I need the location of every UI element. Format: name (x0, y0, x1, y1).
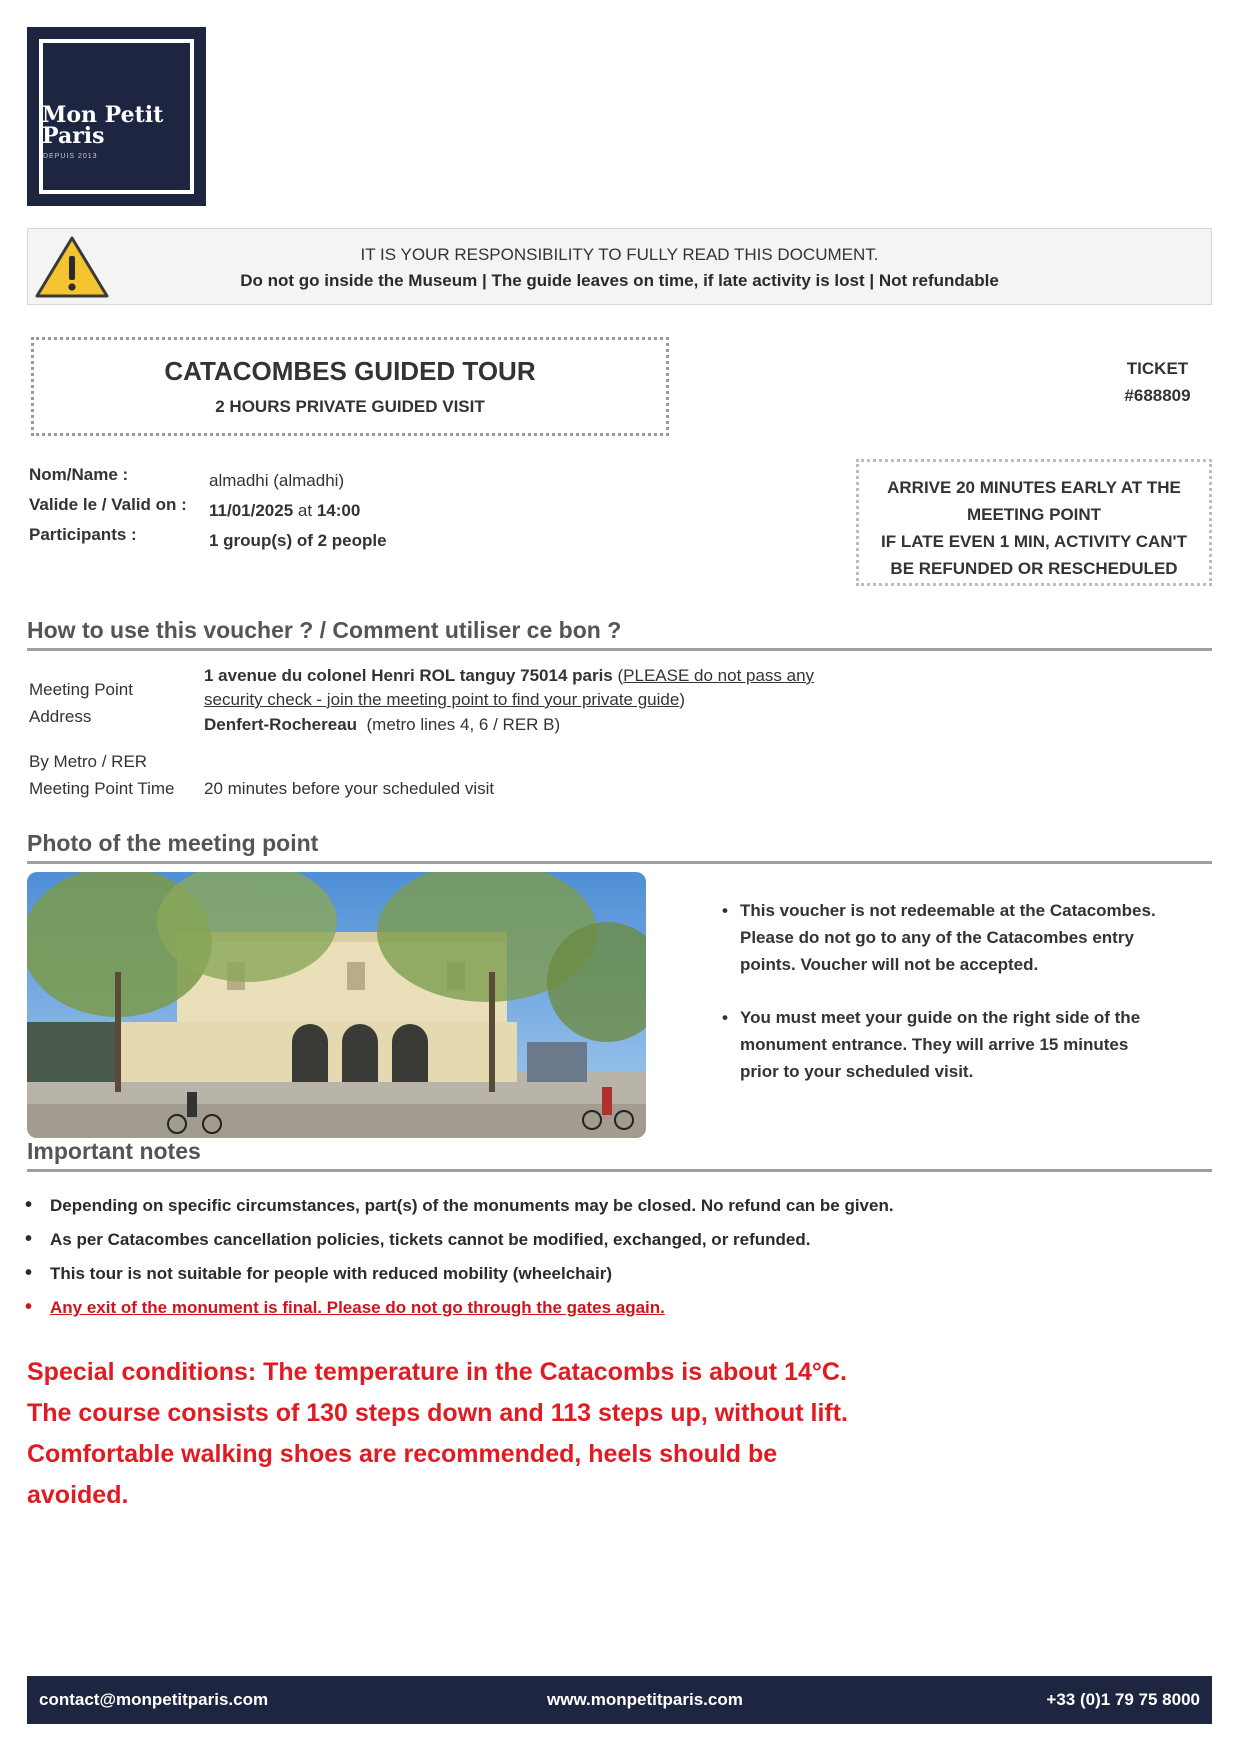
meeting-point-photo (27, 872, 646, 1138)
tour-subtitle: 2 HOURS PRIVATE GUIDED VISIT (215, 397, 485, 416)
address-note-2: security check - join the meeting point to find your private guide (204, 690, 680, 709)
special-conditions (27, 1352, 907, 1516)
side-note-1-line-3: points. Voucher will not be accepted. (740, 955, 1039, 974)
ticket-number-block (1100, 355, 1215, 409)
footer-website-link[interactable]: www.monpetitparis.com (547, 1690, 743, 1709)
warning-banner (27, 228, 1212, 305)
name-value: almadhi (almadhi) (209, 471, 345, 490)
important-note-2: As per Catacombes cancellation policies, tickets cannot be modified, exchanged, or refunded. (50, 1230, 811, 1249)
footer-email-link[interactable]: contact@monpetitparis.com (39, 1690, 269, 1709)
arrive-line-1: ARRIVE 20 MINUTES EARLY AT THE (887, 478, 1181, 497)
address-close-paren: ) (679, 690, 685, 709)
bullet: • (25, 1194, 33, 1216)
how-to-section-title: How to use this voucher ? / Comment utiliser ce bon ? (27, 617, 1212, 651)
logo-brand-line2: Paris (42, 123, 105, 149)
special-line-1: Special conditions: The temperature in the Catacombs is about 14°C. (27, 1358, 847, 1386)
meeting-address-line-2 (204, 690, 685, 710)
meeting-point-label-1: Meeting Point (29, 680, 133, 699)
side-note-2-line-2: monument entrance. They will arrive 15 minutes (740, 1035, 1129, 1054)
meeting-time-value: 20 minutes before your scheduled visit (204, 779, 495, 798)
logo-brand (42, 102, 164, 149)
tour-title: CATACOMBES GUIDED TOUR (164, 356, 536, 386)
important-section-title: Important notes (27, 1138, 1212, 1172)
company-logo (27, 27, 206, 206)
bullet: • (25, 1262, 33, 1284)
arrive-line-3: IF LATE EVEN 1 MIN, ACTIVITY CAN'T (881, 532, 1187, 551)
participants-value: 1 group(s) of 2 people (209, 531, 387, 550)
valid-time: 14:00 (316, 501, 361, 520)
bullet: • (25, 1228, 33, 1250)
side-note-2-line-3: prior to your scheduled visit. (740, 1062, 974, 1081)
special-line-2: The course consists of 130 steps down and 113 steps up, without lift. (27, 1399, 848, 1427)
warning-line-1: IT IS YOUR RESPONSIBILITY TO FULLY READ THIS DOCUMENT. (360, 245, 879, 264)
list-item (25, 1298, 894, 1332)
bullet: • (722, 901, 728, 920)
participants-label: Participants : (29, 525, 137, 544)
important-note-3: This tour is not suitable for people with reduced mobility (wheelchair) (50, 1264, 613, 1283)
photo-section-title: Photo of the meeting point (27, 830, 1212, 864)
side-note-1-line-2: Please do not go to any of the Catacombes entry (740, 928, 1134, 947)
arrive-line-4: BE REFUNDED OR RESCHEDULED (890, 559, 1178, 578)
side-note-1-line-1: This voucher is not redeemable at the Catacombes. (740, 901, 1156, 920)
meeting-address-line-1 (204, 666, 814, 686)
ticket-label: TICKET (1126, 359, 1189, 378)
metro-lines: (metro lines 4, 6 / RER B) (366, 715, 561, 734)
meeting-time-label: Meeting Point Time (29, 779, 175, 798)
tour-title-box (31, 337, 669, 436)
valid-at: at (297, 501, 313, 520)
footer-bar (27, 1676, 1212, 1724)
logo-since: DEPUIS 2013 (43, 153, 98, 160)
photo-side-notes (722, 897, 1210, 1111)
valid-label: Valide le / Valid on : (29, 495, 187, 514)
warning-line-2: Do not go inside the Museum | The guide leaves on time, if late activity is lost | Not refundable (240, 271, 999, 290)
arrive-line-2: MEETING POINT (966, 505, 1102, 524)
logo-brand-line1: Mon Petit (42, 102, 164, 128)
bullet: • (722, 1008, 728, 1027)
bullet: • (25, 1296, 33, 1318)
important-note-4: Any exit of the monument is final. Please do not go through the gates again. (50, 1298, 665, 1317)
list-item (25, 1230, 894, 1264)
metro-station: Denfert-Rochereau (204, 715, 358, 734)
side-note-1 (722, 897, 1210, 978)
important-note-1: Depending on specific circumstances, part(s) of the monuments may be closed. No refund can be given. (50, 1196, 894, 1215)
address-note-1: PLEASE do not pass any (623, 666, 815, 685)
metro-info (204, 715, 560, 735)
special-line-3: Comfortable walking shoes are recommended, heels should be (27, 1440, 778, 1468)
arrive-early-notice (856, 459, 1212, 586)
list-item (25, 1196, 894, 1230)
meeting-point-label-2: Address (29, 707, 92, 726)
name-label: Nom/Name : (29, 465, 129, 484)
footer-phone[interactable]: +33 (0)1 79 75 8000 (1046, 1690, 1200, 1709)
meeting-address: 1 avenue du colonel Henri ROL tanguy 75014 paris (204, 666, 613, 685)
side-note-2 (722, 1004, 1210, 1085)
metro-label: By Metro / RER (29, 752, 148, 771)
address-open-paren: ( (612, 666, 624, 685)
side-note-2-line-1: You must meet your guide on the right side of the (740, 1008, 1141, 1027)
ticket-number: #688809 (1124, 386, 1191, 405)
special-line-4: avoided. (27, 1481, 129, 1509)
list-item (25, 1264, 894, 1298)
valid-value (209, 501, 360, 521)
valid-date: 11/01/2025 (209, 501, 294, 520)
important-notes-list (25, 1196, 894, 1332)
